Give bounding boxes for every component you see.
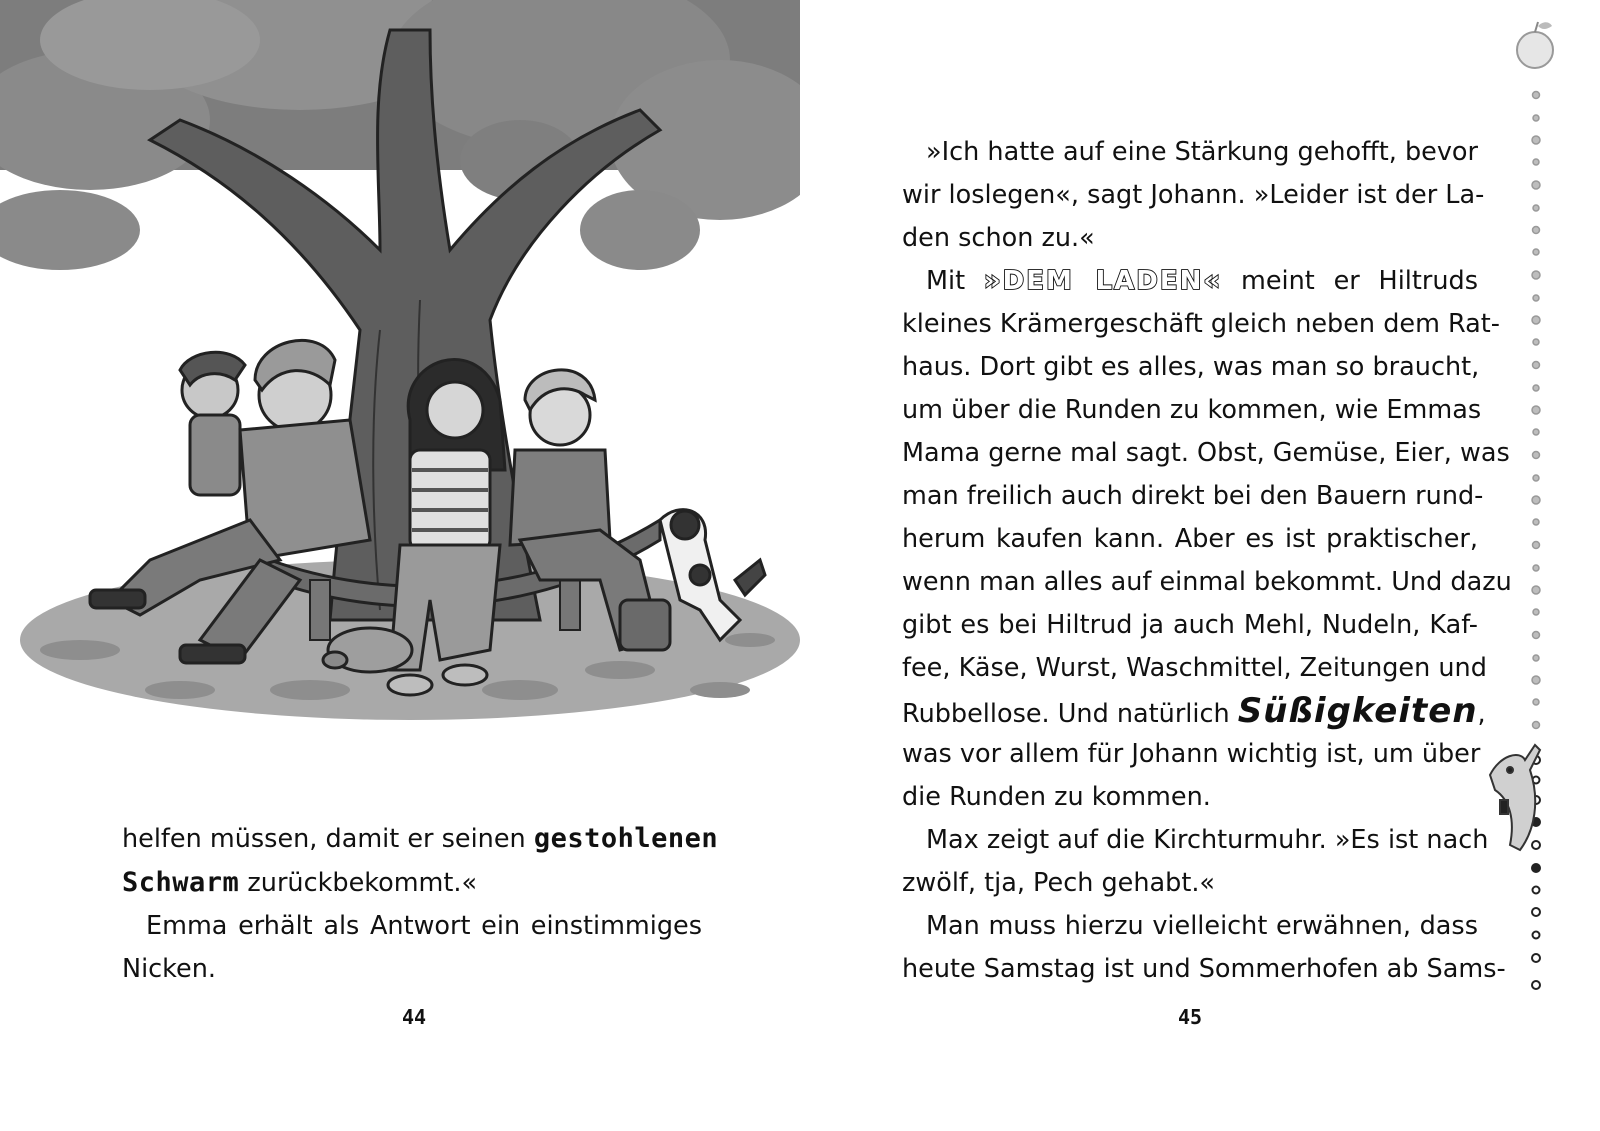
emphasis-word: gestohlenen bbox=[533, 823, 719, 854]
text-line: Schwarm zurückbekommt.« bbox=[122, 867, 478, 898]
text-line: was vor allem für Johann wichtig ist, um über bbox=[902, 739, 1481, 769]
text-line: herum kaufen kann. Aber es ist praktischer, bbox=[902, 524, 1478, 554]
text-line: »Ich hatte auf eine Stärkung gehofft, bevor bbox=[926, 137, 1478, 167]
text-line: gibt es bei Hiltrud ja auch Mehl, Nudeln, Kaf- bbox=[902, 610, 1478, 640]
children-under-tree-illustration bbox=[0, 0, 800, 740]
text-line: helfen müssen, damit er seinen gestohlenen bbox=[122, 823, 719, 854]
text-line: Mit »DEM LADEN« meint er Hiltruds bbox=[926, 266, 1478, 296]
page-number: 44 bbox=[402, 1005, 427, 1029]
text-line: Max zeigt auf die Kirchturmuhr. »Es ist nach bbox=[926, 825, 1489, 855]
text-line: fee, Käse, Wurst, Waschmittel, Zeitungen und bbox=[902, 653, 1487, 683]
text-line: haus. Dort gibt es alles, was man so braucht, bbox=[902, 352, 1480, 382]
text-line: um über die Runden zu kommen, wie Emmas bbox=[902, 395, 1482, 425]
text-line: man freilich auch direkt bei den Bauern rund- bbox=[902, 481, 1484, 511]
text-line: wenn man alles auf einmal bekommt. Und dazu bbox=[902, 567, 1512, 597]
text-line: wir loslegen«, sagt Johann. »Leider ist der La- bbox=[902, 180, 1485, 210]
apple-and-dotted-line-decoration bbox=[1480, 0, 1600, 1040]
rabbit-icon bbox=[1490, 745, 1540, 850]
left-page-text bbox=[122, 817, 719, 991]
page-number: 45 bbox=[1178, 1005, 1203, 1029]
text-line: den schon zu.« bbox=[902, 223, 1095, 253]
apple-icon bbox=[1517, 22, 1553, 68]
dotted-line bbox=[1532, 92, 1540, 729]
text-line: heute Samstag ist und Sommerhofen ab Sams- bbox=[902, 954, 1506, 984]
emphasis-word: Schwarm bbox=[122, 867, 240, 898]
text-line: zwölf, tja, Pech gehabt.« bbox=[902, 868, 1216, 898]
left-paragraph-2 bbox=[122, 905, 702, 991]
emphasis-word: »DEM LADEN« bbox=[983, 266, 1223, 296]
text-line: die Runden zu kommen. bbox=[902, 782, 1211, 812]
right-page-text bbox=[902, 131, 1512, 991]
text-line: Man muss hierzu vielleicht erwähnen, dass bbox=[926, 911, 1478, 941]
child-boy-left bbox=[180, 352, 245, 495]
text-line: Rubbellose. Und natürlich Süßigkeiten, bbox=[902, 691, 1486, 731]
left-paragraph-1 bbox=[122, 817, 719, 905]
text-line: kleines Krämergeschäft gleich neben dem Rat- bbox=[902, 309, 1500, 339]
text-line: Nicken. bbox=[122, 954, 216, 984]
emphasis-word: Süßigkeiten bbox=[1237, 691, 1478, 731]
text-line: Mama gerne mal sagt. Obst, Gemüse, Eier, was bbox=[902, 438, 1510, 468]
text-line: Emma erhält als Antwort ein einstimmiges bbox=[146, 911, 702, 941]
